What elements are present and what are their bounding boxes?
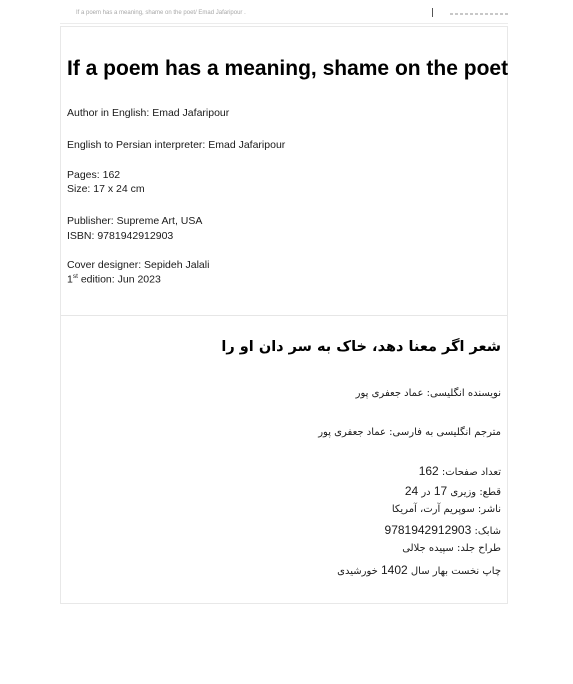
persian-size: قطع: وزیری 17 در 24 xyxy=(404,484,501,498)
english-edition: 1st edition: Jun 2023 xyxy=(67,273,161,286)
persian-translator: مترجم انگلیسی به فارسی: عماد جعفری پور xyxy=(318,427,501,438)
header-separator xyxy=(432,8,433,17)
english-pages: Pages: 162 xyxy=(67,169,121,181)
running-header xyxy=(60,8,508,24)
english-publisher: Publisher: Supreme Art, USA xyxy=(67,215,203,227)
persian-author: نویسنده انگلیسی: عماد جعفری پور xyxy=(355,388,501,399)
persian-title: شعر اگر معنا دهد، خاک به سر دان او را xyxy=(221,339,501,355)
persian-pages: تعداد صفحات: 162 xyxy=(418,464,501,478)
persian-edition: چاپ نخست بهار سال 1402 خورشیدی xyxy=(337,563,501,577)
english-author: Author in English: Emad Jafaripour xyxy=(67,107,230,119)
english-section xyxy=(61,27,507,315)
persian-publisher: ناشر: سوپریم آرت، آمریکا xyxy=(391,504,501,515)
persian-cover-designer: طراح جلد: سپیده جلالی xyxy=(402,543,501,554)
english-cover-designer: Cover designer: Sepideh Jalali xyxy=(67,259,210,271)
running-header-title: If a poem has a meaning, shame on the poet/ Emad Jafaripour . xyxy=(76,10,246,16)
persian-isbn: شابک: 9781942912903 xyxy=(384,523,501,537)
english-size: Size: 17 x 24 cm xyxy=(67,183,145,195)
english-isbn: ISBN: 9781942912903 xyxy=(67,230,174,242)
header-dotted-rule xyxy=(450,13,508,15)
english-interpreter: English to Persian interpreter: Emad Jafaripour xyxy=(67,139,286,151)
document-page xyxy=(60,26,508,604)
header-rule xyxy=(60,23,508,24)
english-title: If a poem has a meaning, shame on the poet xyxy=(67,57,509,80)
section-divider xyxy=(61,315,507,316)
